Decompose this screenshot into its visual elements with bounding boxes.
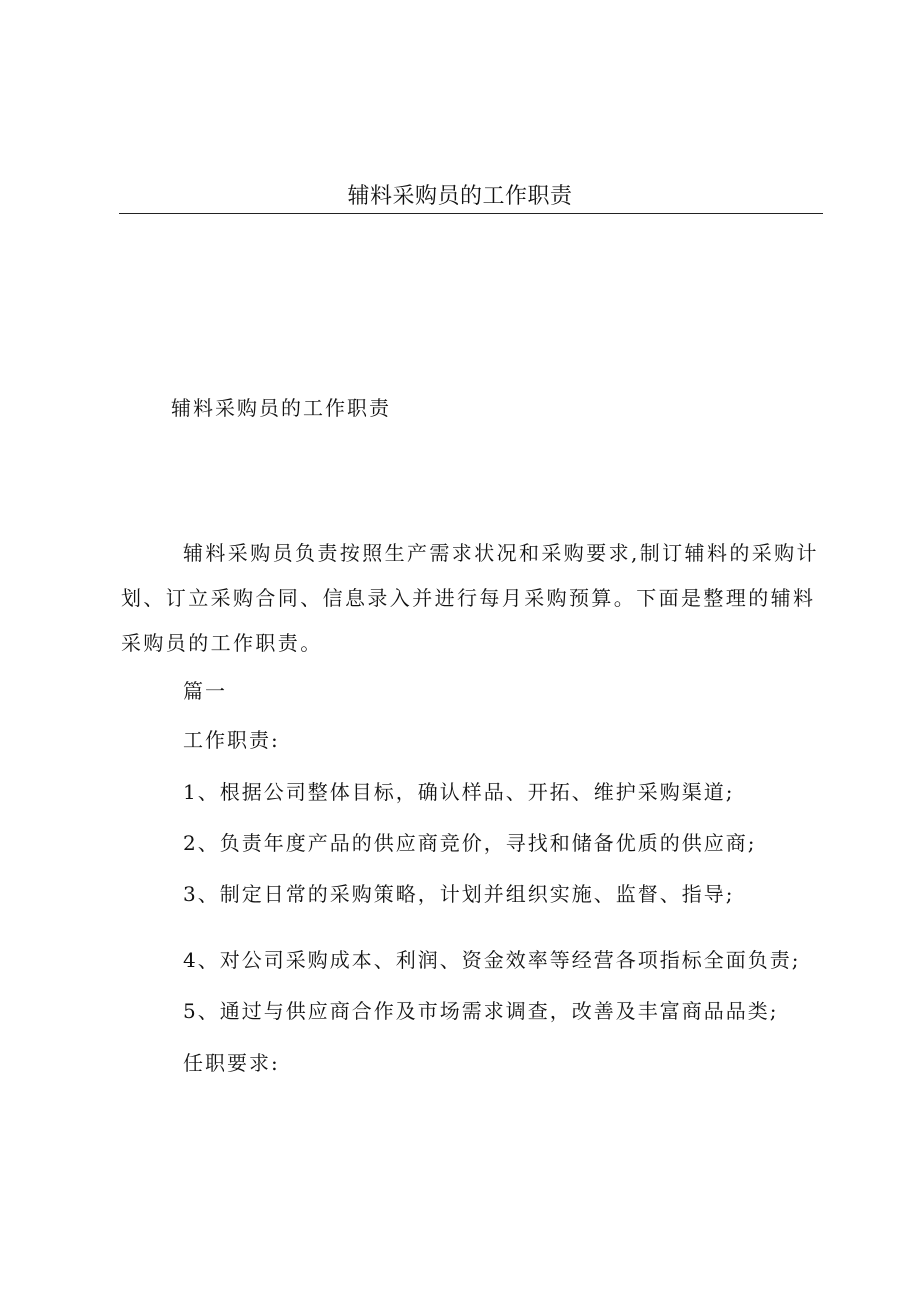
requirements-heading: 任职要求: <box>183 1051 280 1075</box>
page-title: 辅料采购员的工作职责 <box>347 184 573 209</box>
document-subtitle: 辅料采购员的工作职责 <box>171 396 391 420</box>
duty-item: 2、负责年度产品的供应商竞价，寻找和储备优质的供应商; <box>183 831 757 855</box>
duty-item: 1、根据公司整体目标，确认样品、开拓、维护采购渠道; <box>183 780 735 804</box>
header-divider <box>119 213 823 214</box>
intro-paragraph: 辅料采购员负责按照生产需求状况和采购要求,制订辅料的采购计划、订立采购合同、信息录入并进行每月采购预算。下面是整理的辅料采购员的工作职责。 <box>121 541 819 655</box>
duty-item: 5、通过与供应商合作及市场需求调查，改善及丰富商品品类; <box>183 999 779 1023</box>
duty-item: 4、对公司采购成本、利润、资金效率等经营各项指标全面负责; <box>183 948 801 972</box>
section-label: 篇一 <box>183 679 227 703</box>
duties-heading: 工作职责: <box>183 728 280 752</box>
duty-item: 3、制定日常的采购策略，计划并组织实施、监督、指导; <box>183 882 735 906</box>
